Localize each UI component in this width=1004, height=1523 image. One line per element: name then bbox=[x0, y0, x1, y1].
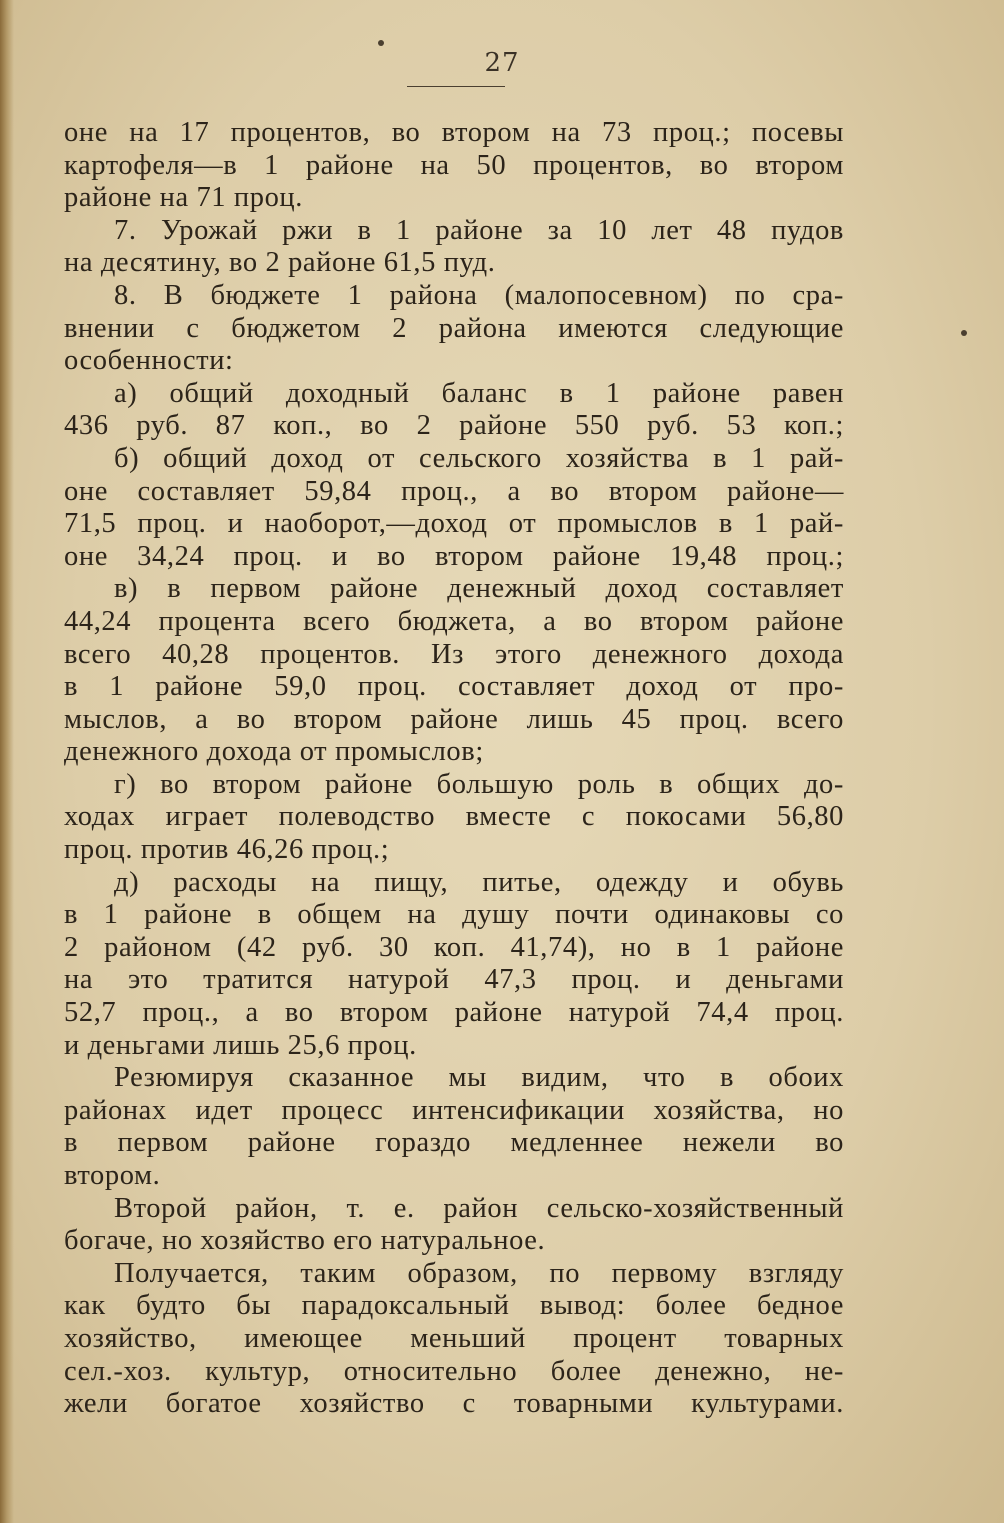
text-line: картофеля—в 1 районе на 50 процентов, во втором bbox=[64, 149, 844, 181]
text-line: богаче, но хозяйство его натуральное. bbox=[64, 1225, 546, 1257]
page-header bbox=[0, 48, 1004, 78]
text-line: 436 руб. 87 коп., во 2 районе 550 руб. 53 коп.; bbox=[64, 410, 844, 442]
text-line: 44,24 процента всего бюджета, а во втором районе bbox=[64, 605, 844, 637]
text-line: хозяйство, имеющее меньший процент товарных bbox=[64, 1322, 844, 1354]
text-line: оне на 17 процентов, во втором на 73 проц.; посевы bbox=[64, 117, 844, 148]
page-number: 27 bbox=[484, 48, 520, 78]
text-line: ходах играет полеводство вместе с покосами 56,80 bbox=[64, 801, 844, 833]
text-line: денежного дохода от промыслов; bbox=[64, 736, 484, 768]
ink-speck bbox=[961, 330, 967, 336]
text-line: 2 районом (42 руб. 30 коп. 41,74), но в 1 районе bbox=[64, 931, 844, 963]
text-line: б) общий доход от сельского хозяйства в 1 рай- bbox=[114, 442, 844, 474]
text-line: на это тратится натурой 47,3 проц. и деньгами bbox=[64, 964, 844, 996]
text-line: 71,5 проц. и наоборот,—доход от промыслов в 1 рай- bbox=[64, 508, 844, 540]
text-line: 8. В бюджете 1 района (малопосевном) по сра- bbox=[114, 279, 844, 311]
text-line: г) во втором районе большую роль в общих до- bbox=[114, 768, 844, 800]
header-rule bbox=[407, 86, 505, 87]
text-line: районе на 71 проц. bbox=[64, 182, 304, 214]
text-line: а) общий доходный баланс в 1 районе равен bbox=[114, 377, 844, 409]
text-line: в) в первом районе денежный доход составляет bbox=[114, 573, 844, 605]
text-line: 7. Урожай ржи в 1 районе за 10 лет 48 пудов bbox=[114, 214, 844, 246]
text-line: д) расходы на пищу, питье, одежду и обувь bbox=[114, 866, 844, 898]
text-line: Второй район, т. е. район сельско-хозяйственный bbox=[114, 1192, 844, 1224]
text-line: всего 40,28 процентов. Из этого денежного дохода bbox=[64, 638, 844, 670]
text-line: и деньгами лишь 25,6 проц. bbox=[64, 1029, 417, 1061]
text-line: особенности: bbox=[64, 345, 234, 377]
text-line: жели богатое хозяйство с товарными культурами. bbox=[64, 1388, 844, 1420]
text-line: оне 34,24 проц. и во втором районе 19,48 проц.; bbox=[64, 540, 844, 572]
text-line: оне составляет 59,84 проц., а во втором районе— bbox=[64, 475, 844, 507]
text-line: Резюмируя сказанное мы видим, что в обоих bbox=[114, 1062, 844, 1094]
text-line: втором. bbox=[64, 1160, 161, 1191]
book-spine-shadow bbox=[0, 0, 14, 1523]
text-line: в первом районе гораздо медленнее нежели во bbox=[64, 1127, 844, 1159]
text-line: Получается, таким образом, по первому взгляду bbox=[114, 1257, 844, 1289]
text-line: на десятину, во 2 районе 61,5 пуд. bbox=[64, 247, 496, 279]
text-line: районах идет процесс интенсификации хозяйства, но bbox=[64, 1094, 844, 1126]
text-line: как будто бы парадоксальный вывод: более бедное bbox=[64, 1290, 844, 1322]
text-line: внении с бюджетом 2 района имеются следующие bbox=[64, 312, 844, 344]
body-text bbox=[64, 117, 844, 1421]
text-line: сел.-хоз. культур, относительно более денежно, не- bbox=[64, 1355, 844, 1387]
text-line: 52,7 проц., а во втором районе натурой 74,4 проц. bbox=[64, 997, 844, 1029]
text-line: в 1 районе в общем на душу почти одинаковы со bbox=[64, 899, 844, 931]
text-line: проц. против 46,26 проц.; bbox=[64, 834, 390, 866]
text-line: в 1 районе 59,0 проц. составляет доход от про- bbox=[64, 671, 844, 703]
text-line: мыслов, а во втором районе лишь 45 проц. всего bbox=[64, 703, 844, 735]
ink-speck bbox=[378, 40, 384, 46]
